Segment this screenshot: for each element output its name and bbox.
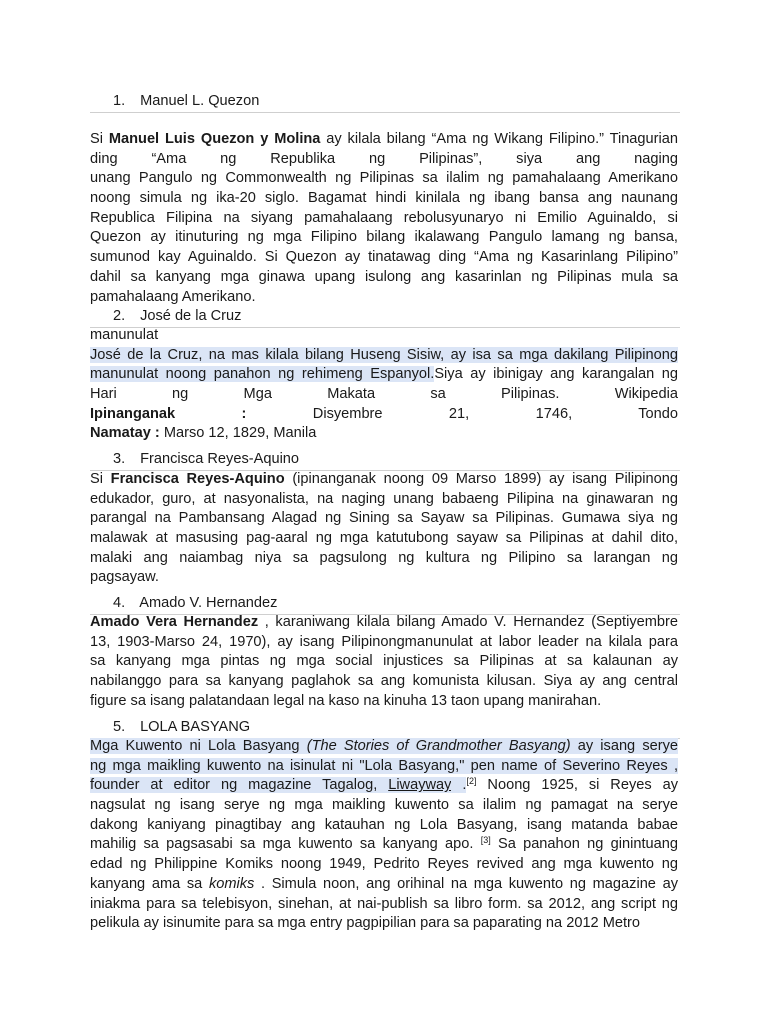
paragraph-line xyxy=(90,895,678,915)
paragraph-line xyxy=(90,405,678,425)
footnote-ref: [3] xyxy=(480,835,491,846)
paragraph-line xyxy=(90,914,678,934)
text-run: unang Pangulo ng Commonwealth ng Pilipinas sa ilalim ng pamahalaang Amerikano xyxy=(90,170,678,187)
text-run: Disyembre 21, 1746, Tondo xyxy=(246,405,679,422)
text-run: malaki ang naiambag niya sa pagsulong ng kultura ng Pilipino sa larangan ng xyxy=(90,549,678,566)
italic-text: komiks xyxy=(208,875,255,892)
paragraph-line xyxy=(90,549,678,569)
section-number: 5. xyxy=(113,719,126,735)
highlighted-text: José de la Cruz, na mas kilala bilang Huseng Sisiw, ay isa sa mga dakilang Pilipinong xyxy=(90,346,678,363)
paragraph-line xyxy=(90,365,678,385)
paragraph-line xyxy=(90,189,678,209)
section-body-1 xyxy=(90,130,678,307)
section-number: 2. xyxy=(113,308,126,324)
footnote-ref: [2] xyxy=(466,776,477,787)
text-run: dakong kaniyang pinagtibay ang katauhan ng Lola Basyang, isang matanda babae xyxy=(90,816,678,833)
link-liwayway[interactable]: Liwayway xyxy=(388,777,452,794)
paragraph-line xyxy=(90,568,678,588)
paragraph-line xyxy=(90,652,678,672)
text-run: noong simula ng ika-20 siglo. Bagamat hindi kinilala ng ibang bansa ang naunang xyxy=(90,190,678,207)
text-run: mahilig sa pagsasabi sa mga kuwento sa kanyang apo. xyxy=(90,836,481,853)
bold-text: Ipinanganak : xyxy=(90,405,247,422)
section-title: Amado V. Hernandez xyxy=(139,595,278,611)
section-body-5 xyxy=(90,737,678,934)
paragraph-line xyxy=(90,268,678,288)
section-heading-3 xyxy=(90,450,680,471)
paragraph-line xyxy=(90,130,678,150)
paragraph-line xyxy=(90,757,678,777)
paragraph-line xyxy=(90,855,678,875)
text-run: manunulat xyxy=(90,327,159,343)
text-run: . Simula noon, ang orihinal na mga kuwento ng magazine ay xyxy=(254,875,678,892)
highlighted-text: . xyxy=(451,777,467,794)
highlighted-text: ay isang serye xyxy=(570,738,679,754)
text-run: Sa panahon ng ginintuang xyxy=(490,836,678,853)
paragraph-line xyxy=(90,228,678,248)
text-run: , karaniwang kilala bilang Amado V. Hernandez (Septiyembre xyxy=(258,614,678,630)
paragraph-line xyxy=(90,209,678,229)
text-run: malawak at masusing pag-aaral ng mga katutubong sayaw sa Pilipinas at dahil dito, xyxy=(90,530,678,547)
section-number: 3. xyxy=(113,451,126,467)
text-run: parangal na Pambansang Alagad ng Sining sa Sayaw sa Pilipinas. Gumawa siya ng xyxy=(90,510,678,527)
paragraph-line xyxy=(90,672,678,692)
paragraph-line xyxy=(90,150,678,170)
text-run: pelikula ay isinumite para sa mga entry pagpipilian para sa paparating na 2012 Metro xyxy=(90,915,641,932)
highlighted-text: (The Stories of Grandmother Basyang) xyxy=(306,738,571,754)
paragraph-line xyxy=(90,816,678,836)
section-number: 1. xyxy=(113,93,126,109)
text-run: 13, 1903-Marso 24, 1970), ay isang Pilipinongmanunulat at labor leader na kilala para xyxy=(90,633,678,650)
bold-text: Amado Vera Hernandez xyxy=(90,614,259,630)
paragraph-line xyxy=(90,835,678,855)
text-run: edad ng Philippine Komiks noong 1949, Pedrito Reyes revived ang mga kuwento ng xyxy=(90,856,678,873)
paragraph-line xyxy=(90,737,678,757)
paragraph-line xyxy=(90,796,678,816)
text-run: Hari ng Mga Makata sa Pilipinas. Wikipedia xyxy=(90,386,678,403)
paragraph-line xyxy=(90,490,678,510)
paragraph-line xyxy=(90,613,678,633)
paragraph-line xyxy=(90,326,678,346)
bold-text: Namatay : xyxy=(90,425,160,442)
paragraph-line xyxy=(90,692,678,712)
bold-text: Francisca Reyes-Aquino xyxy=(110,471,285,487)
text-run: pagsayaw. xyxy=(90,569,159,586)
text-run: Si xyxy=(90,471,111,487)
section-title: José de la Cruz xyxy=(140,308,242,324)
section-heading-4 xyxy=(90,594,680,615)
text-run: kanyang ama sa xyxy=(90,875,209,892)
section-body-3 xyxy=(90,470,678,588)
text-run: (ipinanganak noong 09 Marso 1899) ay isang Pilipinong xyxy=(284,471,678,487)
text-run: Siya ay ibinigay ang karangalan ng xyxy=(434,366,678,383)
section-title: Manuel L. Quezon xyxy=(140,93,260,109)
paragraph-line xyxy=(90,875,678,895)
section-number: 4. xyxy=(113,595,126,611)
paragraph-line xyxy=(90,776,678,796)
highlighted-text: manunulat noong panahon ng rehimeng Espanyol. xyxy=(90,366,435,383)
text-run: Noong 1925, si Reyes ay xyxy=(476,777,679,794)
text-run: ding “Ama ng Republika ng Pilipinas”, siya ang naging xyxy=(90,150,678,167)
paragraph-line xyxy=(90,529,678,549)
section-title: LOLA BASYANG xyxy=(140,719,251,735)
highlighted-text: Mga Kuwento ni Lola Basyang xyxy=(90,738,307,754)
text-run: iniakma para sa telebisyon, sinehan, at nai-publish sa libro form. sa 2012, ang script ng xyxy=(90,895,678,912)
paragraph-line xyxy=(90,385,678,405)
paragraph-line xyxy=(90,169,678,189)
section-heading-2 xyxy=(90,307,680,328)
text-run: figure sa isang palatandaan legal na kaso na kinuha 13 taon upang manirahan. xyxy=(90,692,602,709)
text-run: Marso 12, 1829, Manila xyxy=(159,425,317,442)
text-run: sumunod kay Aguinaldo. Si Quezon ay tinatawag ding “Ama ng Kasarinlang Pilipino” xyxy=(90,249,678,266)
section-heading-1 xyxy=(90,92,680,113)
paragraph-line xyxy=(90,633,678,653)
text-run: Quezon ay itinuturing ng mga Filipino bilang ikalawang Pangulo lamang ng bansa, xyxy=(90,229,678,246)
text-run: nagsulat ng isang serye ng mga maikling kuwento sa ilalim ng pamagat na serye xyxy=(90,797,678,814)
paragraph-line xyxy=(90,288,678,308)
text-run: pamahalaang Amerikano. xyxy=(90,288,256,305)
paragraph-line xyxy=(90,470,678,490)
section-body-4 xyxy=(90,613,678,711)
paragraph-line xyxy=(90,346,678,366)
text-run: sa kanyang mga pintas ng mga social injustices sa Pilipinas at sa kalaunan ay xyxy=(90,653,678,670)
text-run: Si xyxy=(90,131,109,147)
text-run: ay kilala bilang “Ama ng Wikang Filipino.” Tinagurian xyxy=(320,131,678,147)
text-run: edukador, guro, at nasyonalista, na naging unang babaeng Pilipina na ginawaran ng xyxy=(90,490,678,507)
text-run: Republica Filipina na siyang pamahalaang rebolusyunaryo ni Emilio Aguinaldo, si xyxy=(90,209,678,226)
section-heading-5 xyxy=(90,718,680,739)
highlighted-text: ng mga maikling kuwento na isinulat ni "Lola Basyang," pen name of Severino Reyes , xyxy=(90,757,678,774)
highlighted-text: founder at editor ng magazine Tagalog, xyxy=(90,777,389,794)
text-run: nabilanggo para sa kanyang paglahok sa ang komunista kilusan. Siya ay ang central xyxy=(90,673,678,690)
paragraph-line xyxy=(90,424,678,444)
bold-text: Manuel Luis Quezon y Molina xyxy=(108,131,321,147)
section-body-2 xyxy=(90,326,678,444)
section-title: Francisca Reyes-Aquino xyxy=(140,451,300,467)
paragraph-line xyxy=(90,509,678,529)
paragraph-line xyxy=(90,248,678,268)
text-run: dahil sa kanyang mga ginawa upang isulong ang kasarinlan ng Pilipinas mula sa xyxy=(90,268,678,285)
